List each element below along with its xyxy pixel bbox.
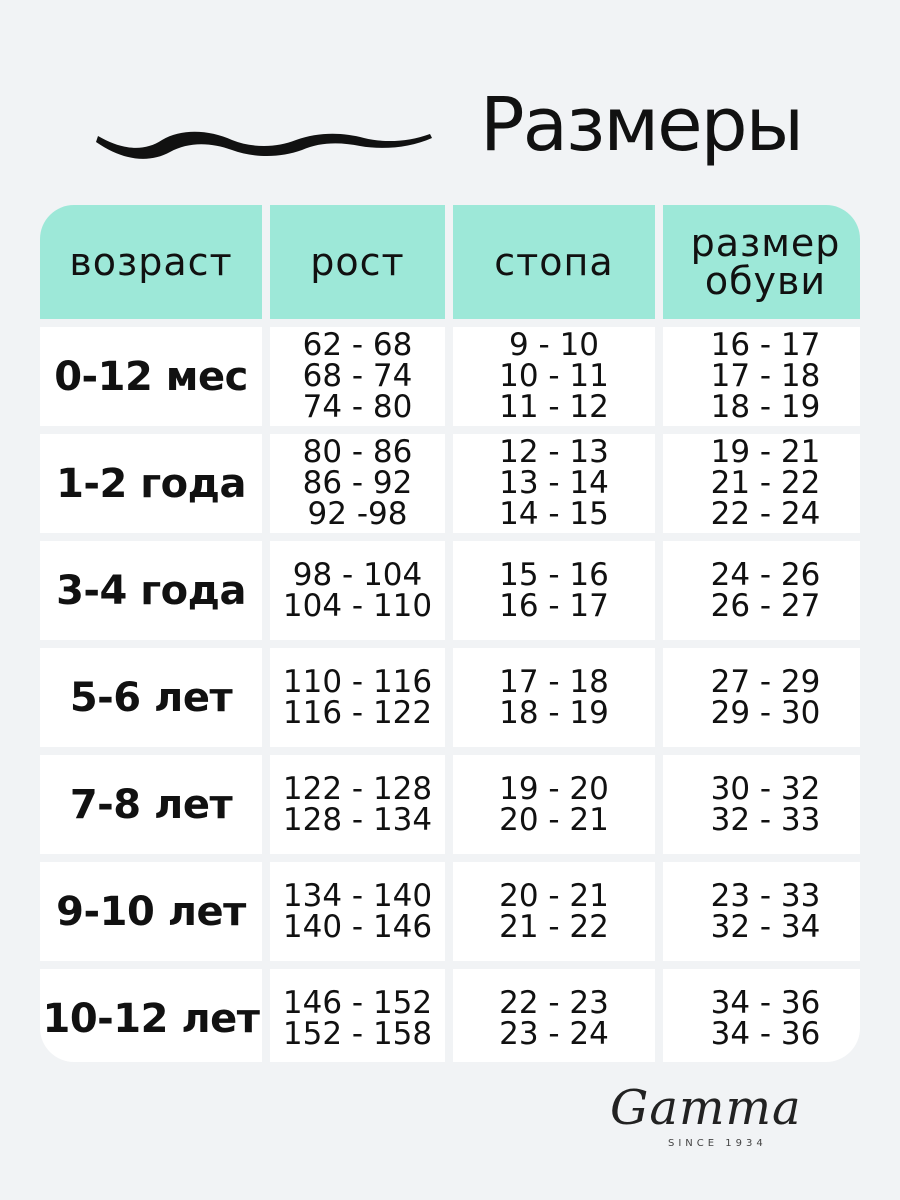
foot-value: 16 - 17 (499, 587, 609, 624)
shoe-cell (663, 648, 860, 747)
height-cell (270, 541, 445, 640)
height-value: 122 - 128 (282, 770, 433, 807)
shoe-value: 23 - 33 (710, 877, 821, 914)
height-value: 146 - 152 (282, 984, 433, 1021)
foot-value: 20 - 21 (499, 877, 609, 914)
brand-logo (604, 1080, 854, 1160)
shoe-value: 32 - 34 (710, 908, 821, 945)
page-title: Размеры (480, 82, 803, 168)
size-table (40, 205, 860, 1062)
height-value: 134 - 140 (282, 877, 433, 914)
shoe-value: 22 - 24 (710, 496, 821, 532)
logo-wordmark: Gamma (610, 1080, 802, 1136)
foot-cell (453, 648, 655, 747)
shoe-value: 30 - 32 (710, 770, 821, 807)
height-value: 152 - 158 (282, 1015, 433, 1052)
shoe-value: 18 - 19 (710, 389, 821, 425)
shoe-cell (663, 969, 860, 1062)
shoe-value: 32 - 33 (710, 801, 821, 838)
height-value: 68 - 74 (302, 358, 413, 394)
height-value: 80 - 86 (302, 434, 413, 470)
height-value: 98 - 104 (292, 556, 423, 593)
header-height: рост (270, 205, 445, 319)
header-shoe-size (663, 205, 860, 319)
foot-value: 14 - 15 (499, 496, 609, 532)
header-shoe-line-1: размер (690, 221, 841, 265)
age-cell: 3-4 года (40, 541, 262, 640)
shoe-cell (663, 755, 860, 854)
shoe-cell (663, 862, 860, 961)
height-value: 62 - 68 (302, 327, 413, 363)
foot-value: 12 - 13 (499, 434, 609, 470)
age-cell: 1-2 года (40, 434, 262, 533)
brush-stroke-decoration (92, 118, 434, 168)
height-value: 116 - 122 (282, 694, 433, 731)
shoe-value: 34 - 36 (710, 984, 821, 1021)
height-value: 104 - 110 (282, 587, 433, 624)
header-age: возраст (40, 205, 262, 319)
shoe-value: 24 - 26 (710, 556, 821, 593)
foot-value: 17 - 18 (499, 663, 609, 700)
height-cell (270, 648, 445, 747)
foot-value: 9 - 10 (508, 327, 600, 363)
shoe-cell (663, 541, 860, 640)
height-value: 92 -98 (307, 496, 408, 532)
height-cell (270, 862, 445, 961)
shoe-value: 17 - 18 (710, 358, 821, 394)
height-cell (270, 434, 445, 533)
age-cell: 7-8 лет (40, 755, 262, 854)
height-cell (270, 755, 445, 854)
foot-value: 18 - 19 (499, 694, 609, 731)
header-foot: стопа (453, 205, 655, 319)
foot-value: 22 - 23 (499, 984, 609, 1021)
shoe-value: 34 - 36 (710, 1015, 821, 1052)
shoe-value: 16 - 17 (710, 327, 821, 363)
age-cell: 10-12 лет (40, 969, 262, 1062)
age-cell: 0-12 мес (40, 327, 262, 426)
foot-cell (453, 327, 655, 426)
foot-cell (453, 969, 655, 1062)
foot-value: 10 - 11 (499, 358, 609, 394)
foot-cell (453, 862, 655, 961)
shoe-value: 26 - 27 (710, 587, 821, 624)
height-value: 140 - 146 (282, 908, 433, 945)
shoe-value: 29 - 30 (710, 694, 821, 731)
height-value: 128 - 134 (282, 801, 433, 838)
height-value: 74 - 80 (302, 389, 413, 425)
shoe-value: 21 - 22 (710, 465, 821, 501)
shoe-value: 27 - 29 (710, 663, 821, 700)
foot-value: 21 - 22 (499, 908, 609, 945)
foot-value: 19 - 20 (499, 770, 609, 807)
foot-value: 15 - 16 (499, 556, 609, 593)
logo-since-text: SINCE 1934 (668, 1138, 767, 1149)
foot-value: 13 - 14 (499, 465, 609, 501)
foot-cell (453, 541, 655, 640)
height-cell (270, 969, 445, 1062)
age-cell: 9-10 лет (40, 862, 262, 961)
foot-value: 23 - 24 (499, 1015, 609, 1052)
age-cell: 5-6 лет (40, 648, 262, 747)
shoe-cell (663, 434, 860, 533)
foot-cell (453, 755, 655, 854)
foot-cell (453, 434, 655, 533)
foot-value: 20 - 21 (499, 801, 609, 838)
header-shoe-line-2: обуви (704, 259, 827, 303)
foot-value: 11 - 12 (499, 389, 609, 425)
shoe-cell (663, 327, 860, 426)
height-value: 86 - 92 (302, 465, 413, 501)
height-cell (270, 327, 445, 426)
shoe-value: 19 - 21 (710, 434, 821, 470)
height-value: 110 - 116 (282, 663, 433, 700)
